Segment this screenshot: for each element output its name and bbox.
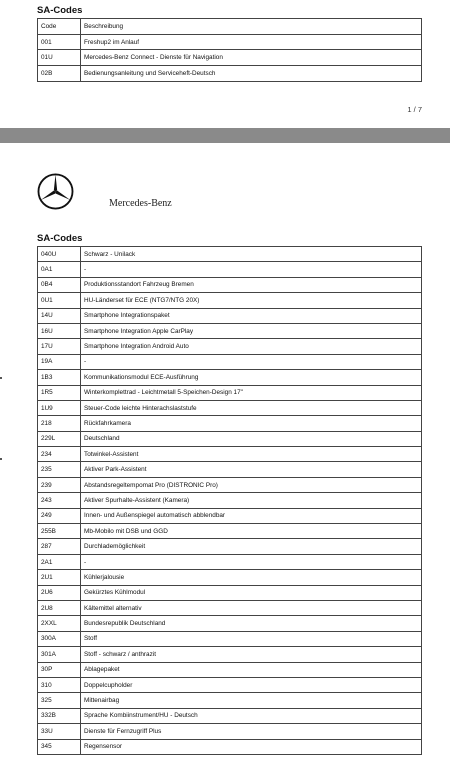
sa-codes-table bbox=[37, 246, 422, 755]
table-row bbox=[38, 277, 422, 292]
table-row bbox=[38, 662, 422, 677]
table-row bbox=[38, 647, 422, 662]
description-cell: - bbox=[81, 262, 422, 277]
table-header-row bbox=[38, 19, 422, 35]
edge-mark bbox=[0, 377, 2, 379]
table-row bbox=[38, 677, 422, 692]
table-row bbox=[38, 370, 422, 385]
table-row bbox=[38, 462, 422, 477]
header-description: Beschreibung bbox=[81, 19, 422, 35]
code-cell: 0U1 bbox=[38, 293, 81, 308]
description-cell: Rückfahrkamera bbox=[81, 416, 422, 431]
code-cell: 30P bbox=[38, 662, 81, 677]
description-cell: Kommunikationsmodul ECE-Ausführung bbox=[81, 370, 422, 385]
description-cell: Regensensor bbox=[81, 739, 422, 754]
table-row bbox=[38, 339, 422, 354]
code-cell: 1B3 bbox=[38, 370, 81, 385]
code-cell: 287 bbox=[38, 539, 81, 554]
table-row bbox=[38, 308, 422, 323]
code-cell: 0A1 bbox=[38, 262, 81, 277]
three-pointed-star-icon bbox=[37, 173, 74, 210]
table-row bbox=[38, 431, 422, 446]
section-title: SA-Codes bbox=[37, 233, 83, 244]
table-row bbox=[38, 693, 422, 708]
code-cell: 229L bbox=[38, 431, 81, 446]
table-row bbox=[38, 247, 422, 262]
edge-mark bbox=[0, 458, 2, 460]
table-row bbox=[38, 524, 422, 539]
description-cell: Smartphone Integrationspaket bbox=[81, 308, 422, 323]
code-cell: 1U9 bbox=[38, 400, 81, 415]
description-cell: Aktiver Spurhalte-Assistent (Kamera) bbox=[81, 493, 422, 508]
table-row bbox=[38, 262, 422, 277]
description-cell: Stoff - schwarz / anthrazit bbox=[81, 647, 422, 662]
code-cell: 14U bbox=[38, 308, 81, 323]
description-cell: Abstandsregeltempomat Pro (DISTRONIC Pro) bbox=[81, 477, 422, 492]
description-cell: Mb-Mobilo mit DSB und GGD bbox=[81, 524, 422, 539]
description-cell: Freshup2 im Anlauf bbox=[81, 34, 422, 50]
code-cell: 235 bbox=[38, 462, 81, 477]
description-cell: Mercedes-Benz Connect - Dienste für Navigation bbox=[81, 50, 422, 66]
section-title: SA-Codes bbox=[37, 5, 83, 16]
table-row bbox=[38, 616, 422, 631]
code-cell: 218 bbox=[38, 416, 81, 431]
brand-wordmark: Mercedes-Benz bbox=[109, 198, 172, 209]
description-cell: Innen- und Außenspiegel automatisch abblendbar bbox=[81, 508, 422, 523]
table-row bbox=[38, 570, 422, 585]
code-cell: 239 bbox=[38, 477, 81, 492]
code-cell: 332B bbox=[38, 708, 81, 723]
table-row bbox=[38, 416, 422, 431]
description-cell: Stoff bbox=[81, 631, 422, 646]
description-cell: Schwarz - Unilack bbox=[81, 247, 422, 262]
table-row bbox=[38, 293, 422, 308]
code-cell: 300A bbox=[38, 631, 81, 646]
pdf-page-2 bbox=[0, 143, 450, 768]
table-row bbox=[38, 708, 422, 723]
description-cell: Mittenairbag bbox=[81, 693, 422, 708]
description-cell: Kältemittel alternativ bbox=[81, 600, 422, 615]
header-code: Code bbox=[38, 19, 81, 35]
table-row bbox=[38, 34, 422, 50]
table-row bbox=[38, 477, 422, 492]
pdf-page-1 bbox=[0, 0, 450, 128]
code-cell: 040U bbox=[38, 247, 81, 262]
code-cell: 1R5 bbox=[38, 385, 81, 400]
code-cell: 02B bbox=[38, 66, 81, 82]
code-cell: 0B4 bbox=[38, 277, 81, 292]
description-cell: Winterkomplettrad - Leichtmetall 5-Speichen-Design 17" bbox=[81, 385, 422, 400]
description-cell: Gekürztes Kühlmodul bbox=[81, 585, 422, 600]
description-cell: Kühlerjalousie bbox=[81, 570, 422, 585]
description-cell: HU-Länderset für ECE (NTG7/NTG 20X) bbox=[81, 293, 422, 308]
code-cell: 01U bbox=[38, 50, 81, 66]
code-cell: 001 bbox=[38, 34, 81, 50]
code-cell: 325 bbox=[38, 693, 81, 708]
code-cell: 249 bbox=[38, 508, 81, 523]
table-row bbox=[38, 600, 422, 615]
table-row bbox=[38, 493, 422, 508]
code-cell: 2U1 bbox=[38, 570, 81, 585]
description-cell: Steuer-Code leichte Hinterachslaststufe bbox=[81, 400, 422, 415]
description-cell: Aktiver Park-Assistent bbox=[81, 462, 422, 477]
code-cell: 301A bbox=[38, 647, 81, 662]
table-row bbox=[38, 508, 422, 523]
code-cell: 19A bbox=[38, 354, 81, 369]
page-number: 1 / 7 bbox=[407, 105, 422, 114]
code-cell: 16U bbox=[38, 323, 81, 338]
table-row bbox=[38, 323, 422, 338]
description-cell: - bbox=[81, 554, 422, 569]
code-cell: 2U8 bbox=[38, 600, 81, 615]
table-row bbox=[38, 739, 422, 754]
table-row bbox=[38, 385, 422, 400]
table-row bbox=[38, 50, 422, 66]
description-cell: Ablagepaket bbox=[81, 662, 422, 677]
code-cell: 17U bbox=[38, 339, 81, 354]
code-cell: 33U bbox=[38, 724, 81, 739]
table-row bbox=[38, 585, 422, 600]
description-cell: - bbox=[81, 354, 422, 369]
code-cell: 234 bbox=[38, 447, 81, 462]
table-row bbox=[38, 631, 422, 646]
description-cell: Doppelcupholder bbox=[81, 677, 422, 692]
description-cell: Smartphone Integration Apple CarPlay bbox=[81, 323, 422, 338]
code-cell: 2U6 bbox=[38, 585, 81, 600]
table-row bbox=[38, 724, 422, 739]
table-row bbox=[38, 354, 422, 369]
description-cell: Dienste für Fernzugriff Plus bbox=[81, 724, 422, 739]
code-cell: 310 bbox=[38, 677, 81, 692]
table-row bbox=[38, 539, 422, 554]
table-row bbox=[38, 400, 422, 415]
description-cell: Sprache Kombiinstrument/HU - Deutsch bbox=[81, 708, 422, 723]
table-row bbox=[38, 447, 422, 462]
description-cell: Bundesrepublik Deutschland bbox=[81, 616, 422, 631]
sa-codes-table bbox=[37, 18, 422, 82]
code-cell: 2XXL bbox=[38, 616, 81, 631]
code-cell: 345 bbox=[38, 739, 81, 754]
description-cell: Deutschland bbox=[81, 431, 422, 446]
table-row bbox=[38, 554, 422, 569]
description-cell: Totwinkel-Assistent bbox=[81, 447, 422, 462]
description-cell: Smartphone Integration Android Auto bbox=[81, 339, 422, 354]
description-cell: Bedienungsanleitung und Serviceheft-Deutsch bbox=[81, 66, 422, 82]
description-cell: Produktionsstandort Fahrzeug Bremen bbox=[81, 277, 422, 292]
description-cell: Durchlademöglichkeit bbox=[81, 539, 422, 554]
code-cell: 255B bbox=[38, 524, 81, 539]
table-row bbox=[38, 66, 422, 82]
page-separator bbox=[0, 128, 450, 143]
code-cell: 2A1 bbox=[38, 554, 81, 569]
code-cell: 243 bbox=[38, 493, 81, 508]
